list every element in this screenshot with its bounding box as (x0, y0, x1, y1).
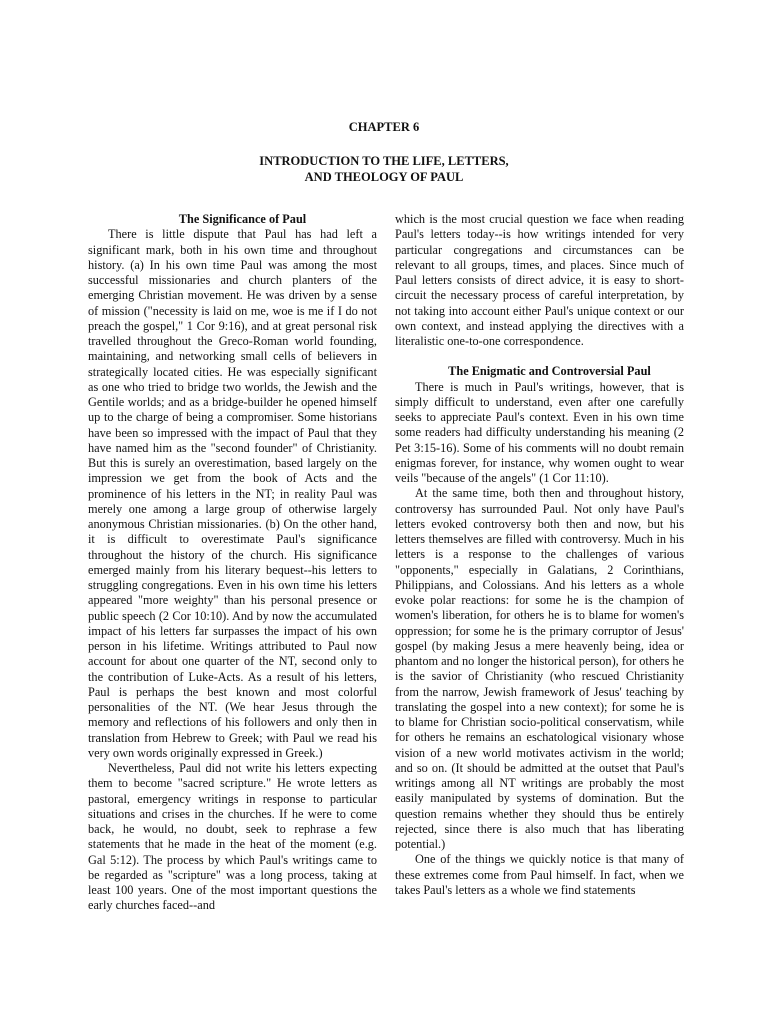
spacer (395, 349, 684, 364)
paragraph: There is little dispute that Paul has had left a significant mark, both in his own time and throughout history. (a) In his own time Paul was among the most successful missionaries and church planters of the emerging Christian movement. He was driven by a sense of mission ("necessity is laid on me, woe is me if I do not preach the gospel," 1 Cor 9:16), and at great personal risk travelled throughout the Greco-Roman world founding, maintaining, and networking small cells of believers in strategically located cities. He was especially significant as one who tried to bridge two worlds, the Jewish and the Gentile worlds; and as a bridge-builder he opened himself up to the charge of being a compromiser. Some historians have been so impressed with the impact of Paul that they have named him as the "second founder" of Christianity. But this is surely an overestimation, based largely on the impression we get from the book of Acts and the prominence of his letters in the NT; in reality Paul was merely one among a large group of otherwise largely anonymous Christian missionaries. (b) On the other hand, it is difficult to overestimate Paul's significance throughout the history of the church. His significance emerged mainly from his literary bequest--his letters to struggling congregations. Even in his own time his letters appeared "more weighty" than his personal presence or public speech (2 Cor 10:10). And by now the accumulated impact of his letters far surpasses the impact of his own person in his lifetime. Writings attributed to Paul now account for about one quarter of the NT, second only to the contribution of Luke-Acts. As a result of his letters, Paul is perhaps the best known and most colorful personalities of the NT. (We hear Jesus through the memory and reflections of his followers and only then in translation from Hebrew to Greek; with Paul we read his very own words originally expressed in Greek.) (88, 227, 377, 760)
paragraph: Nevertheless, Paul did not write his letters expecting them to become "sacred scripture." He wrote letters as pastoral, emergency writings in response to particular situations and crises in the churches. If he were to come back, he would, no doubt, seek to rephrase a few statements that he made in the heat of the moment (e.g. Gal 5:12). The process by which Paul's writings came to be regarded as "scripture" was a long process, taking at least 100 years. One of the most important questions the early churches faced--and (88, 761, 377, 913)
section-heading-enigmatic: The Enigmatic and Controversial Paul (448, 364, 651, 379)
paragraph: At the same time, both then and throughout history, controversy has surrounded Paul. Not only have Paul's letters evoked controversy both then and now, but his letters themselves are filled with controversy. Much in his letters is a response to the challenges of various "opponents," especially in Galatians, 2 Corinthians, Philippians, and Colossians. And his letters as a whole evoke polar reactions: for some he is the champion of women's liberation, for others he is to blame for women's oppression; for some he is the primary corruptor of Jesus' gospel (by making Jesus a mere heavenly being, idea or phantom and no longer the historical person), for others he is the savior of Christianity (who rescued Christianity from the narrow, Jewish framework of Jesus' teaching by translating the gospel into a new context); for some he is to blame for Christian socio-political conservatism, while for others he remains an eschatological visionary whose vision of a new world motivates activism in the world; and so on. (It should be admitted at the outset that Paul's writings among all NT writings are probably the most easily manipulated by systems of domination. But the question remains whether they should thus be entirely rejected, since there is also much that has liberating potential.) (395, 486, 684, 851)
paragraph: There is much in Paul's writings, however, that is simply difficult to understand, even after one carefully seeks to appreciate Paul's context. Even in his own time some readers had difficulty understanding his meaning (2 Pet 3:15-16). Some of his comments will no doubt remain enigmas forever, for instance, why women ought to wear veils "because of the angels" (1 Cor 11:10). (395, 379, 684, 485)
section-heading-significance: The Significance of Paul (178, 212, 307, 226)
paragraph-continued: which is the most crucial question we face when reading Paul's letters today--is how writings intended for very particular congregations and circumstances can be relevant to all groups, times, and places. Since much of Paul letters consists of direct advice, it is easy to short-circuit the necessary process of careful interpretation, by not taking into account either Paul's unique context or our own context, and instead applying the directives with a literalistic one-to-one correspondence. (395, 212, 684, 348)
paragraph: One of the things we quickly notice is that many of these extremes come from Paul himself. In fact, when we takes Paul's letters as a whole we find statements (395, 852, 684, 897)
chapter-title-line-2: AND THEOLOGY OF PAUL (304, 170, 464, 184)
chapter-label: CHAPTER 6 (348, 120, 420, 134)
left-column (88, 212, 377, 914)
chapter-title-line-1: INTRODUCTION TO THE LIFE, LETTERS, (259, 154, 509, 168)
chapter-title (0, 153, 768, 185)
right-column (395, 212, 684, 898)
